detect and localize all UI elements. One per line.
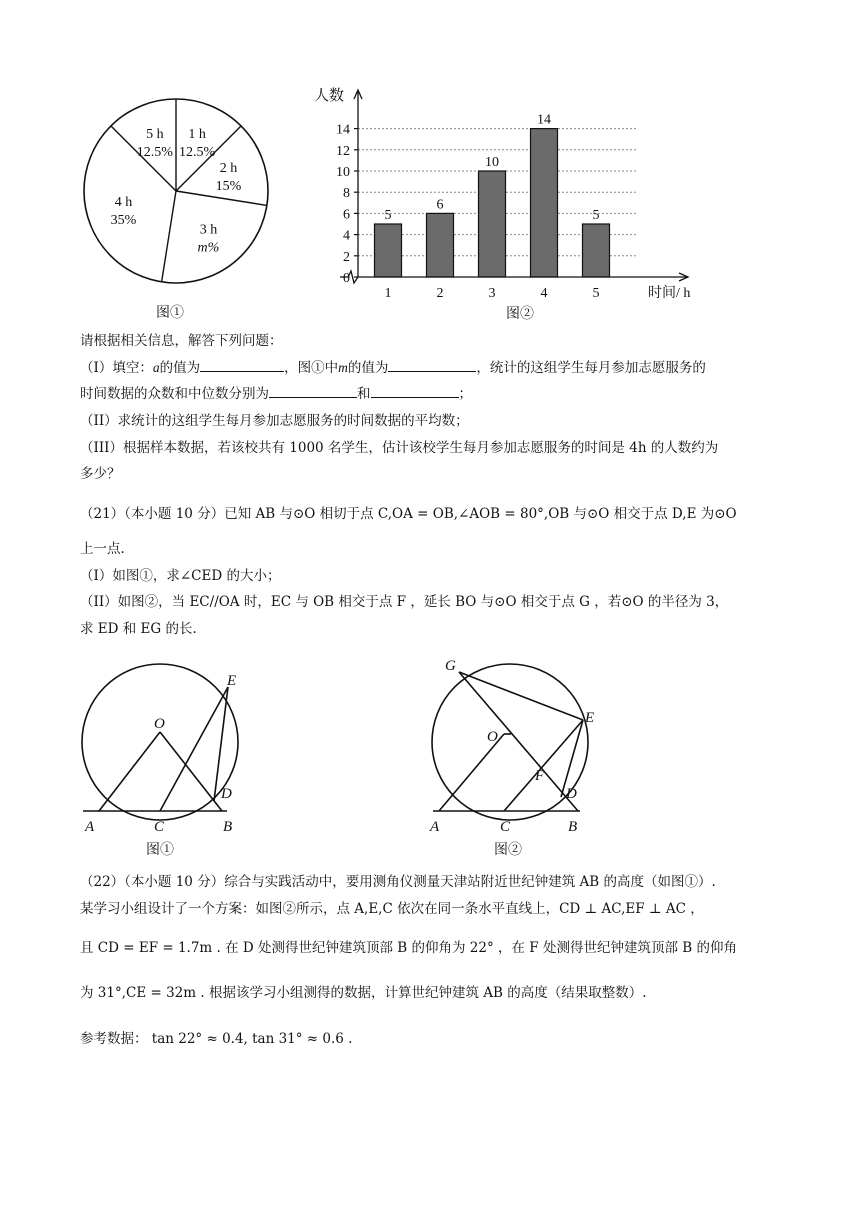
pie-slice-percent: m% [197, 240, 220, 256]
fig2-label-G: G [445, 658, 456, 674]
fig1-label-B: B [223, 819, 233, 835]
pie-slice-label: 1 h [188, 127, 206, 143]
q21-line2: 上一点. [80, 541, 125, 557]
fig1-label-A: A [85, 819, 95, 835]
y-tick-label: 6 [343, 207, 350, 223]
y-tick-label: 2 [343, 249, 350, 265]
q21-line5: 求 ED 和 EG 的长. [80, 621, 197, 637]
fig1-caption: 图① [146, 842, 174, 858]
bar-value-label: 14 [537, 112, 551, 128]
q22-line3: 且 CD = EF = 1.7m . 在 D 处测得世纪钟建筑顶部 B 的仰角为 22° ，在 F 处测得世纪钟建筑顶部 B 的仰角 [80, 940, 737, 956]
pie-slice-label: 3 h [199, 222, 218, 238]
geometry-figure-2 [425, 650, 615, 840]
blank-a[interactable] [200, 357, 284, 372]
q20-part2: （II）求统计的这组学生每月参加志愿服务的时间数据的平均数； [80, 413, 469, 429]
pie-slice-percent: 12.5% [179, 145, 216, 161]
x-axis-title: 时间/ h [648, 286, 691, 301]
fig2-label-C: C [500, 819, 511, 835]
fig2-caption: 图② [494, 842, 522, 858]
q22-line4: 为 31°,CE = 32m . 根据该学习小组测得的数据，计算世纪钟建筑 AB 的高度（结果取整数）. [80, 985, 647, 1001]
y-tick-label: 8 [343, 186, 350, 202]
bar-value-label: 10 [485, 155, 499, 170]
y-tick-label: 4 [343, 228, 350, 244]
pie-slice-label: 5 h [146, 127, 164, 143]
bar [531, 129, 558, 277]
pie-chart [80, 95, 280, 295]
fig2-label-D: D [566, 786, 577, 802]
y-tick-label: 12 [336, 143, 350, 159]
x-tick-label: 1 [384, 286, 392, 301]
bar-caption: 图② [506, 306, 534, 322]
y-axis-title: 人数 [314, 88, 345, 104]
x-tick-label: 5 [592, 286, 600, 301]
bar [583, 224, 610, 277]
fig2-label-A: A [430, 819, 440, 835]
fig2-label-O: O [487, 729, 498, 745]
fig1-label-C: C [154, 819, 165, 835]
bar-value-label: 5 [592, 208, 600, 223]
q22-line1: （22）（本小题 10 分）综合与实践活动中，要用测角仪测量天津站附近世纪钟建筑 AB 的高度（如图①）. [80, 874, 716, 890]
y-tick-label: 0 [343, 271, 350, 286]
fig1-label-O: O [154, 716, 165, 732]
q20-intro: 请根据相关信息，解答下列问题： [80, 333, 283, 349]
q21-line1: （21）（本小题 10 分）已知 AB 与⊙O 相切于点 C,OA = OB,∠AOB = 80°,OB 与⊙O 相交于点 D,E 为⊙O [80, 506, 737, 522]
q21-line3: （I）如图①，求∠CED 的大小； [80, 568, 281, 584]
bar-value-label: 5 [384, 208, 392, 223]
pie-slice-percent: 12.5% [136, 145, 173, 161]
y-tick-label: 10 [336, 165, 350, 180]
x-tick-label: 3 [488, 286, 496, 301]
fig1-label-E: E [227, 673, 237, 689]
q20-part1-line1: （I）填空：a的值为 ，图①中m的值为 ，统计的这组学生每月参加志愿服务的 [80, 357, 785, 379]
blank-mode[interactable] [269, 383, 357, 398]
pie-slice-percent: 15% [215, 178, 242, 194]
bar-chart [300, 82, 700, 302]
bar [479, 171, 506, 277]
bar [375, 224, 402, 277]
pie-slice-label: 2 h [219, 160, 238, 176]
fig1-label-D: D [221, 786, 232, 802]
pie-slice-percent: 35% [110, 213, 137, 229]
blank-m[interactable] [388, 357, 476, 372]
blank-median[interactable] [371, 383, 459, 398]
fig2-label-F: F [535, 768, 545, 784]
x-tick-label: 4 [540, 286, 548, 301]
q20-part3-line2: 多少？ [80, 466, 121, 482]
q20-part1-line2: 时间数据的众数和中位数分别为 和 ； [80, 383, 785, 405]
fig2-label-B: B [568, 819, 578, 835]
q22-line2: 某学习小组设计了一个方案：如图②所示，点 A,E,C 依次在同一条水平直线上，CD ⊥ AC,EF ⊥ AC ， [80, 901, 704, 917]
q22-reference: 参考数据： tan 22° ≈ 0.4, tan 31° ≈ 0.6 . [80, 1031, 353, 1047]
bar-value-label: 6 [436, 197, 444, 213]
q20-part3-line1: （III）根据样本数据，若该校共有 1000 名学生，估计该校学生每月参加志愿服务的时间是 4h 的人数约为 [80, 440, 719, 456]
geometry-figure-1 [75, 660, 255, 840]
pie-caption: 图① [156, 305, 184, 321]
q21-line4: （II）如图②，当 EC//OA 时，EC 与 OB 相交于点 F ，延长 BO 与⊙O 相交于点 G ，若⊙O 的半径为 3， [80, 594, 729, 610]
y-tick-label: 14 [336, 122, 350, 138]
x-tick-label: 2 [436, 286, 444, 301]
fig2-label-E: E [585, 710, 595, 726]
bar [427, 213, 454, 277]
pie-slice-label: 4 h [114, 195, 133, 211]
